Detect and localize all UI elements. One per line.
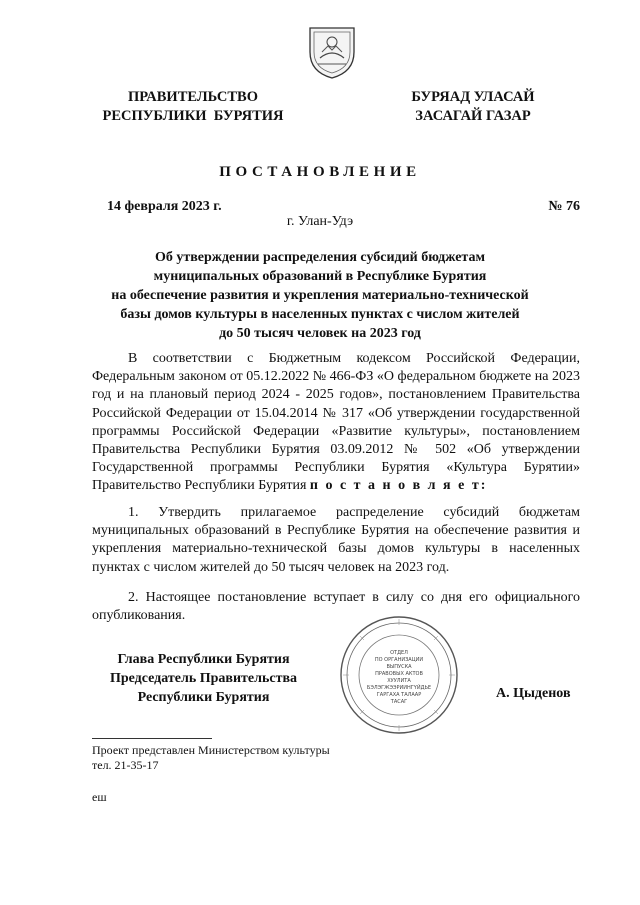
seal-text: ГАРГАХА ТАЛААР <box>376 692 422 698</box>
seal-text: ПРАВОВЫХ АКТОВ <box>375 671 423 677</box>
clause-2: 2. Настоящее постановление вступает в силу со дня его официального опубликования. <box>92 590 580 624</box>
seal-text: ПО ОРГАНИЗАЦИИ <box>374 657 424 663</box>
document-date: 14 февраля 2023 г. <box>107 199 222 214</box>
government-name-russian <box>88 88 298 126</box>
seal-text: ХУУЛИТА <box>387 678 411 684</box>
seal-text: БЭЛЭГЖЭЭРИИНГҮЙДЬЕ <box>366 685 432 691</box>
preamble-text: В соответствии с Бюджетным кодексом Российской Федерации, Федеральным законом от 05.12.2022 № 466-ФЗ «О федеральном бюджете на 2023 год и на плановый период 2024 - 2025 годов», постановлением Правительства Российской Федерации от 15.04.2014 № 317 «Об утверждении государственной программы Российской Федерации «Развитие культуры», постановлением Правительства Республики Бурятия 03.09.2012 № 502 «Об утверждении Государственной программы Республики Бурятия «Культура Бурятии» Правительство Республики Бурятия <box>92 351 580 494</box>
signatory-position <box>96 650 311 707</box>
position-line: Глава Республики Бурятия <box>117 652 290 667</box>
document-title: ПОСТАНОВЛЕНИЕ <box>219 164 421 180</box>
coat-of-arms-icon <box>306 22 358 80</box>
document-number: № 76 <box>548 199 580 214</box>
footnote-prepared-by: Проект представлен Министерством культуры <box>92 743 330 757</box>
subject-line: муниципальных образований в Республике Бурятия <box>153 269 487 284</box>
subject-line: базы домов культуры в населенных пунктах с числом жителей <box>120 307 520 322</box>
resolves-text: п о с т а н о в л я е т: <box>309 478 488 494</box>
subject-line: на обеспечение развития и укрепления материально-технической <box>111 288 529 303</box>
government-name-buryat-line1: БУРЯАД УЛАСАЙ <box>411 89 535 105</box>
signatory-name: А. Цыденов <box>496 686 571 701</box>
executor-initials: еш <box>92 790 107 804</box>
government-name-buryat-line2: ЗАСАГАЙ ГАЗАР <box>415 108 531 124</box>
government-name-line1: ПРАВИТЕЛЬСТВО <box>128 89 258 105</box>
seal-text: ТАСАГ <box>390 699 408 705</box>
government-name-buryat <box>388 88 558 126</box>
footnote <box>92 743 330 773</box>
clause-1: 1. Утвердить прилагаемое распределение субсидий бюджетам муниципальных образований в Республике Бурятия на обеспечение развития и укрепления материально-технической базы домов культуры в населенных пунктах с числом жителей до 50 тысяч человек на 2023 год. <box>92 505 580 575</box>
government-name-line2: РЕСПУБЛИКИ БУРЯТИЯ <box>102 108 284 124</box>
footnote-phone: тел. 21-35-17 <box>92 758 159 772</box>
position-line: Председатель Правительства <box>109 671 298 686</box>
document-city: г. Улан-Удэ <box>286 214 354 229</box>
seal-text: ОТДЕЛ <box>390 650 408 656</box>
subject-line: до 50 тысяч человек на 2023 год <box>219 326 421 341</box>
preamble-paragraph <box>92 350 580 496</box>
document-subject <box>100 248 540 343</box>
footnote-divider <box>92 738 212 739</box>
position-line: Республики Бурятия <box>137 690 270 705</box>
official-seal <box>338 614 460 736</box>
subject-line: Об утверждении распределения субсидий бюджетам <box>154 250 485 265</box>
seal-text: ВЫПУСКА <box>386 664 412 670</box>
